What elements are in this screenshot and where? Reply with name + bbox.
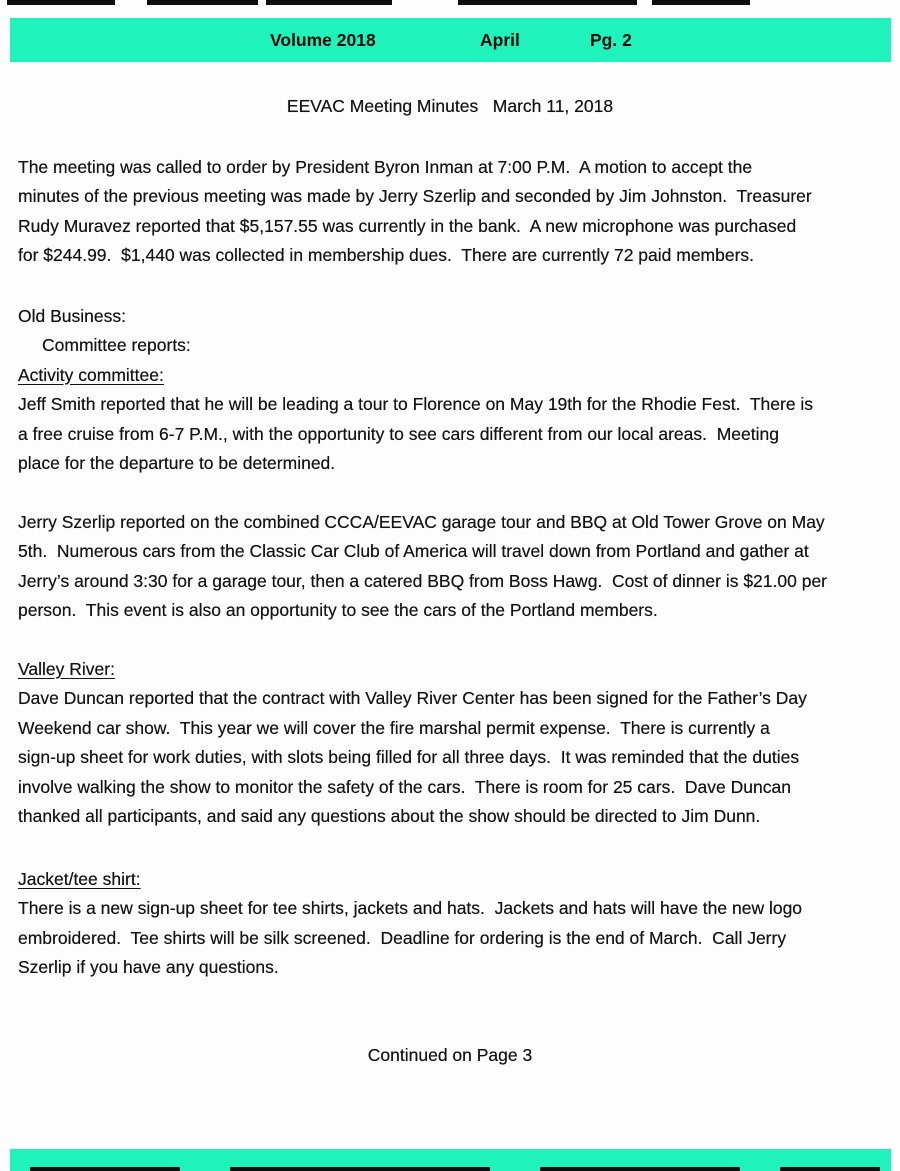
text-line: thanked all participants, and said any questions about the show should be directed to Jim Dunn. [18,806,761,826]
text-line: for $244.99. $1,440 was collected in membership dues. There are currently 72 paid members. [18,245,755,265]
paragraph-activity [18,390,882,479]
paragraph-valley-river [18,684,882,832]
section-heading-valley-river [18,655,882,685]
text-line: place for the departure to be determined. [18,453,336,473]
text-line: Dave Duncan reported that the contract with Valley River Center has been signed for the Father’s Day [18,688,807,708]
continued-notice: Continued on Page 3 [367,1044,533,1065]
text-line: a free cruise from 6-7 P.M., with the opportunity to see cars different from our local areas. Meeting [18,423,779,444]
document-body [18,92,882,1070]
section-heading-text: Activity committee: [18,364,164,385]
text-line: Jerry Szerlip reported on the combined CCCA/EEVAC garage tour and BBQ at Old Tower Grove on May [18,511,825,532]
torn-edge-mark [30,1167,180,1171]
torn-edge-mark [540,1167,740,1171]
section-heading-activity [18,361,882,391]
text-line: minutes of the previous meeting was made by Jerry Szerlip and seconded by Jim Johnston. Treasurer [18,186,812,206]
text-line: embroidered. Tee shirts will be silk screened. Deadline for ordering is the end of March. Call Jerry [18,927,787,948]
text-line: The meeting was called to order by President Byron Inman at 7:00 P.M. A motion to accept the [18,156,753,177]
torn-edge-mark [147,0,258,5]
torn-edge-mark [652,0,750,5]
text-line: There is a new sign-up sheet for tee shirts, jackets and hats. Jackets and hats will have the new logo [18,898,803,918]
text-line: sign-up sheet for work duties, with slots being filled for all three days. It was reminded that the duties [18,747,800,767]
torn-edge-mark [458,0,637,5]
text-line: Weekend car show. This year we will cover the fire marshal permit expense. There is currently a [18,717,770,738]
header-banner [10,18,891,62]
paragraph-opening [18,153,882,271]
section-heading-jacket [18,865,882,895]
paragraph-jacket [18,894,882,983]
torn-edge-mark [230,1167,490,1171]
section-heading-text: Valley River: [18,658,115,679]
old-business-label: Old Business: [18,305,126,326]
text-line: 5th. Numerous cars from the Classic Car Club of America will travel down from Portland and gather at [18,541,809,561]
document-title: EEVAC Meeting Minutes March 11, 2018 [286,96,614,116]
text-line: person. This event is also an opportunity to see the cars of the Portland members. [18,600,658,620]
text-line: Jeff Smith reported that he will be leading a tour to Florence on May 19th for the Rhodie Fest. There is [18,394,814,414]
volume-label: Volume 2018 [270,30,376,50]
section-heading-text: Jacket/tee shirt: [18,868,141,889]
torn-edge-mark [7,0,115,5]
month-label: April [480,30,520,50]
text-line: involve walking the show to monitor the safety of the cars. There is room for 25 cars. Dave Duncan [18,776,791,797]
text-line: Rudy Muravez reported that $5,157.55 was currently in the bank. A new microphone was purchased [18,215,797,236]
torn-edge-mark [266,0,392,5]
committee-reports-label: Committee reports: [42,335,191,355]
paragraph-garage-tour [18,508,882,626]
torn-edge-mark [780,1167,880,1171]
page-number-label: Pg. 2 [590,30,632,50]
text-line: Szerlip if you have any questions. [18,957,279,977]
text-line: Jerry’s around 3:30 for a garage tour, then a catered BBQ from Boss Hawg. Cost of dinner is $21.00 per [18,570,828,591]
